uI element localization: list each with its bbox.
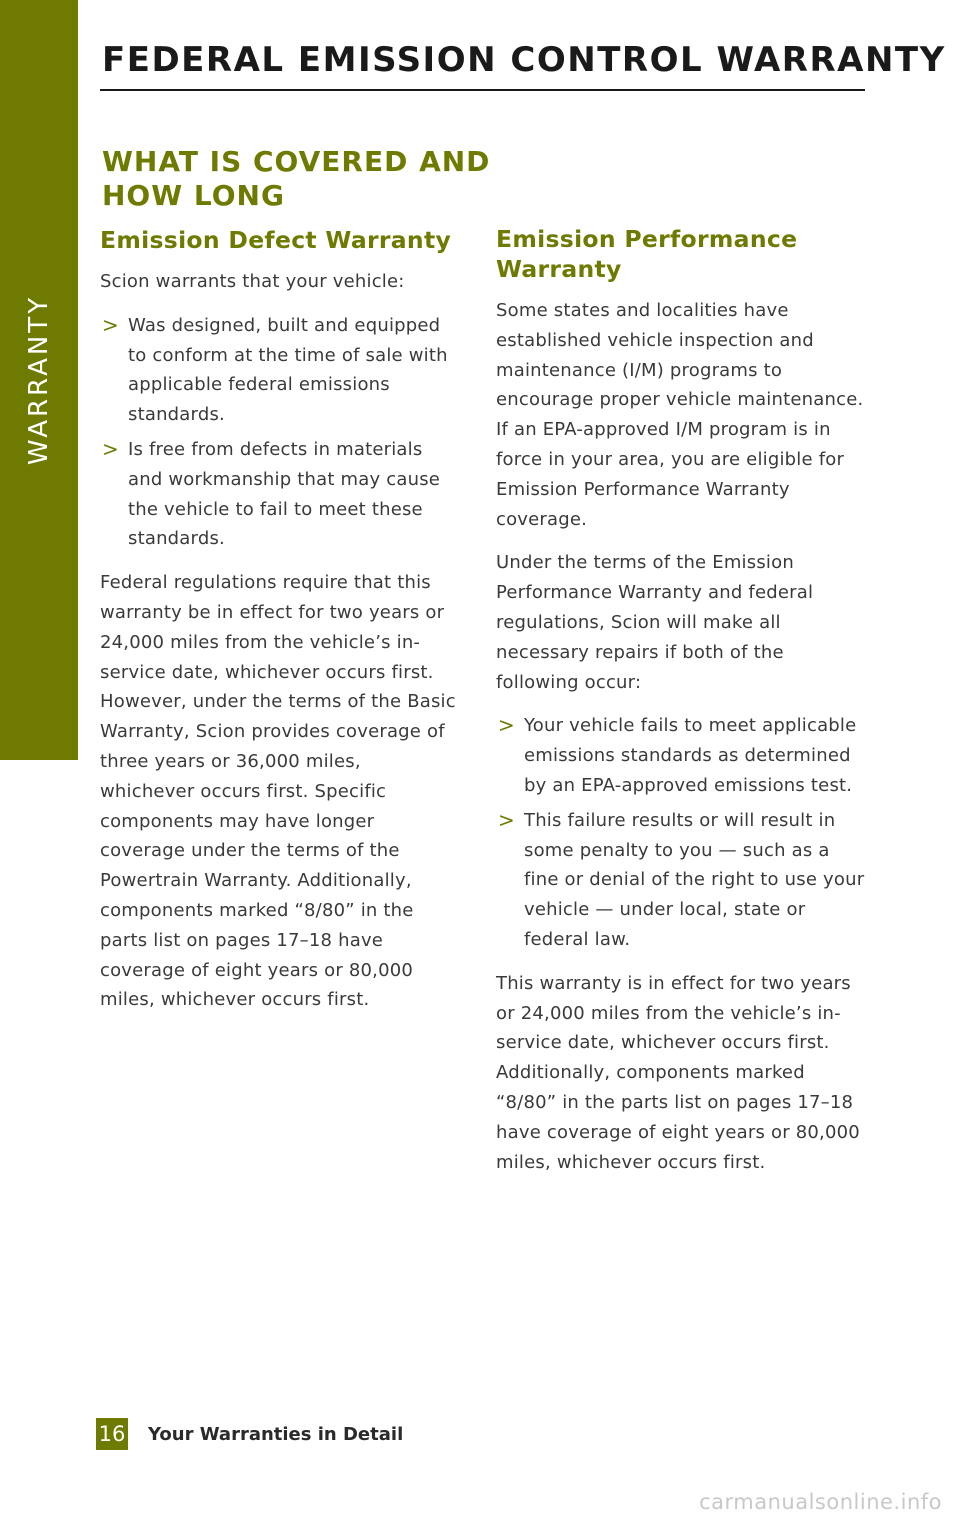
list-item-text: Was designed, built and equipped to conform at the time of sale with applicable federal emissions standards. [128,314,448,426]
chevron-right-icon: > [102,436,119,461]
chevron-right-icon: > [498,713,515,738]
page-title: FEDERAL EMISSION CONTROL WARRANTY [102,40,946,80]
list-item-text: Is free from defects in materials and workmanship that may cause the vehicle to fail to meet these standards. [128,438,441,550]
list-item [100,435,460,554]
section-heading [102,145,502,213]
left-column [100,225,460,1029]
chevron-right-icon: > [498,807,515,832]
right-paragraph-3: This warranty is in effect for two years or 24,000 miles from the vehicle’s in-service date, whichever occurs first. Additionally, components marked “8/80” in the parts list on pages 17–18 have coverage of eight years or 80,000 miles, whichever occurs first. [496,972,860,1173]
side-tab-label: WARRANTY [24,294,54,466]
left-bullet-list [100,311,460,554]
footer-text: Your Warranties in Detail [148,1424,404,1445]
right-bullet-list [496,711,866,954]
chevron-right-icon: > [102,312,119,337]
watermark: carmanualsonline.info [699,1490,942,1514]
right-column [496,224,866,1191]
right-paragraph-2: Under the terms of the Emission Performance Warranty and federal regulations, Scion will make all necessary repairs if both of the following occur: [496,552,814,693]
page-number: 16 [96,1418,128,1450]
section-heading-line2: HOW LONG [102,179,285,212]
section-heading-line1: WHAT IS COVERED AND [102,145,491,178]
side-tab [0,0,78,760]
left-intro: Scion warrants that your vehicle: [100,271,405,292]
title-divider [100,89,865,91]
right-paragraph-1: Some states and localities have established vehicle inspection and maintenance (I/M) programs to encourage proper vehicle maintenance. If an EPA-approved I/M program is in force in your area, you are eligible for Emission Performance Warranty coverage. [496,300,864,530]
emission-performance-heading-line1: Emission Performance [496,225,798,253]
list-item [496,711,866,800]
list-item-text: Your vehicle fails to meet applicable emissions standards as determined by an EPA-approved emissions test. [524,715,857,796]
emission-defect-heading: Emission Defect Warranty [100,226,452,254]
list-item [100,311,460,430]
emission-performance-heading [496,224,866,284]
list-item [496,806,866,955]
list-item-text: This failure results or will result in some penalty to you — such as a fine or denial of the right to use your vehicle — under local, state or federal law. [524,809,865,950]
emission-performance-heading-line2: Warranty [496,255,622,283]
left-paragraph: Federal regulations require that this warranty be in effect for two years or 24,000 miles from the vehicle’s in-service date, whichever occurs first. However, under the terms of the Basic Warranty, Scion provides coverage of three years or 36,000 miles, whichever occurs first. Specific components may have longer coverage under the terms of the Powertrain Warranty. Additionally, components marked “8/80” in the parts list on pages 17–18 have coverage of eight years or 80,000 miles, whichever occurs first. [100,572,456,1011]
